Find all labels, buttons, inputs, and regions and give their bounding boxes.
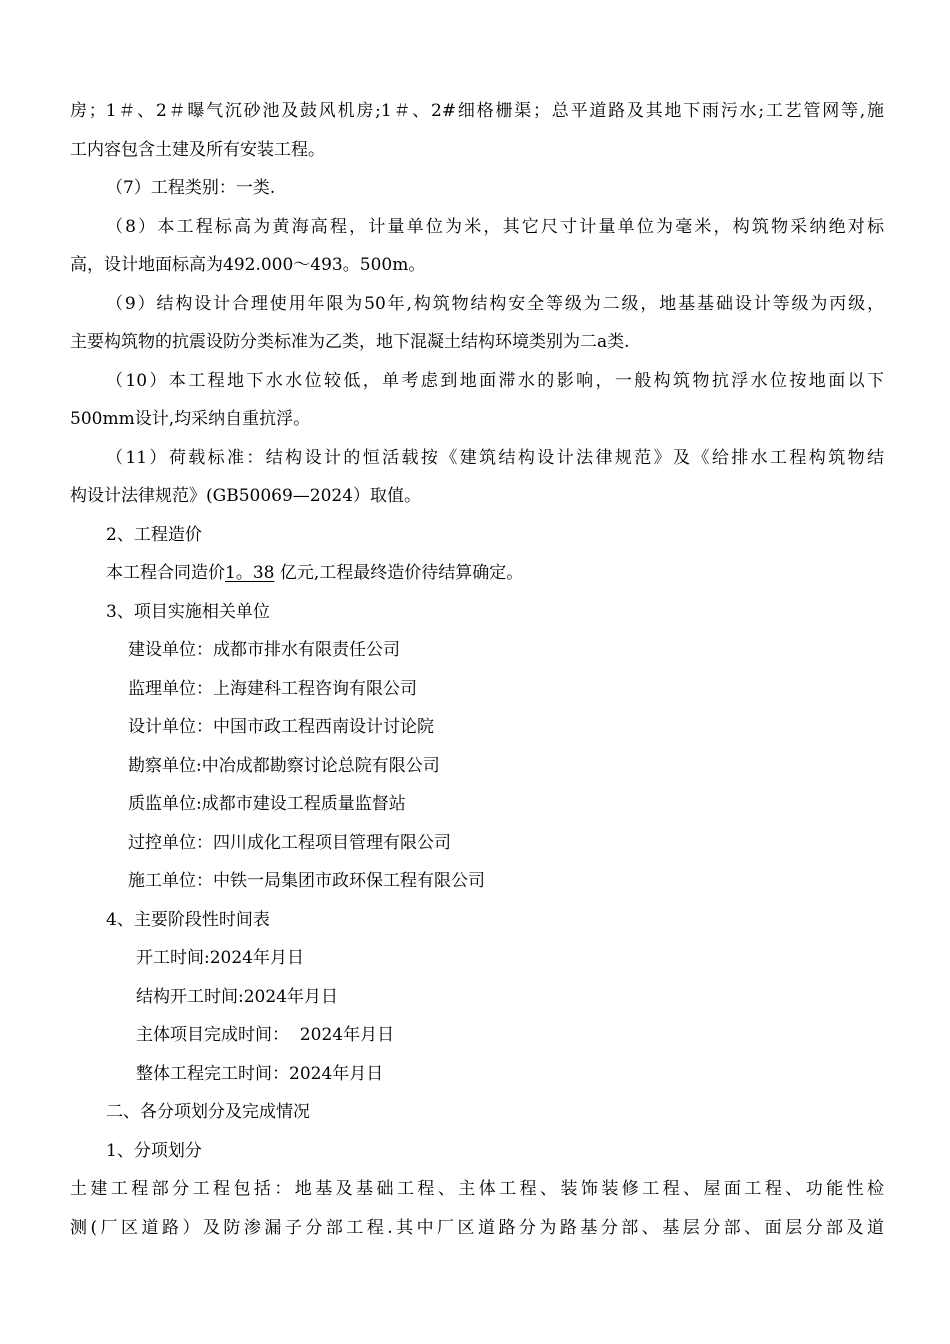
heading-units: 3、项目实施相关单位	[106, 601, 270, 622]
para-item-7: （7）工程类别：一类.	[106, 178, 276, 198]
unit-item: 设计单位：中国市政工程西南设计讨论院	[128, 717, 434, 737]
cost-prefix: 本工程合同造价	[106, 563, 225, 583]
para-item-10-line-1: （10）本工程地下水水位较低，单考虑到地面滞水的影响，一般构筑物抗浮水位按地面以下	[106, 370, 884, 391]
schedule-item: 开工时间:2024年月日	[136, 948, 304, 968]
para-item-11-line-1: （11）荷载标准：结构设计的恒活载按《建筑结构设计法律规范》及《给排水工程构筑物结	[106, 447, 884, 468]
unit-item: 建设单位：成都市排水有限责任公司	[128, 640, 400, 660]
para-section-2-line-2: 测(厂区道路）及防渗漏子分部工程.其中厂区道路分为路基分部、基层分部、面层分部及道	[70, 1217, 884, 1238]
schedule-item: 结构开工时间:2024年月日	[136, 986, 338, 1007]
schedule-item: 主体项目完成时间： 2024年月日	[136, 1025, 395, 1045]
para-item-9-line-2: 主要构筑物的抗震设防分类标准为乙类，地下混凝土结构环境类别为二a类.	[70, 332, 630, 352]
heading-subsection-1: 1、分项划分	[106, 1140, 202, 1161]
cost-amount: 1。38	[225, 563, 275, 583]
cost-suffix: 亿元,工程最终造价待结算确定。	[279, 563, 524, 583]
unit-item: 勘察单位:中冶成都勘察讨论总院有限公司	[128, 755, 440, 776]
schedule-item: 整体工程完工时间：2024年月日	[136, 1063, 384, 1084]
para-item-11-line-2: 构设计法律规范》(GB50069—2024）取值。	[70, 486, 422, 506]
unit-item: 质监单位:成都市建设工程质量监督站	[128, 794, 406, 814]
para-item-8-line-2: 高，设计地面标高为492.000～493。500m。	[70, 255, 426, 275]
unit-item: 施工单位：中铁一局集团市政环保工程有限公司	[128, 871, 485, 891]
unit-item: 监理单位：上海建科工程咨询有限公司	[128, 678, 417, 699]
heading-schedule: 4、主要阶段性时间表	[106, 909, 270, 930]
heading-section-2: 二、各分项划分及完成情况	[106, 1102, 310, 1122]
para-1-line-2: 工内容包含土建及所有安装工程。	[70, 139, 325, 160]
para-1-line-1: 房；1＃、2＃曝气沉砂池及鼓风机房;1＃、2#细格栅渠；总平道路及其地下雨污水;工艺管网等,施	[70, 101, 884, 121]
heading-cost: 2、工程造价	[106, 524, 202, 545]
para-section-2-line-1: 土建工程部分工程包括：地基及基础工程、主体工程、装饰装修工程、屋面工程、功能性检	[70, 1179, 884, 1199]
para-item-10-line-2: 500mm设计,均采纳自重抗浮。	[70, 409, 311, 429]
cost-line	[70, 554, 884, 593]
para-item-8-line-1: （8）本工程标高为黄海高程，计量单位为米，其它尺寸计量单位为毫米，构筑物采纳绝对标	[106, 216, 884, 237]
unit-item: 过控单位：四川成化工程项目管理有限公司	[128, 832, 451, 853]
para-item-9-line-1: （9）结构设计合理使用年限为50年,构筑物结构安全等级为二级，地基基础设计等级为丙级，	[106, 293, 884, 314]
document-page	[70, 92, 884, 1247]
